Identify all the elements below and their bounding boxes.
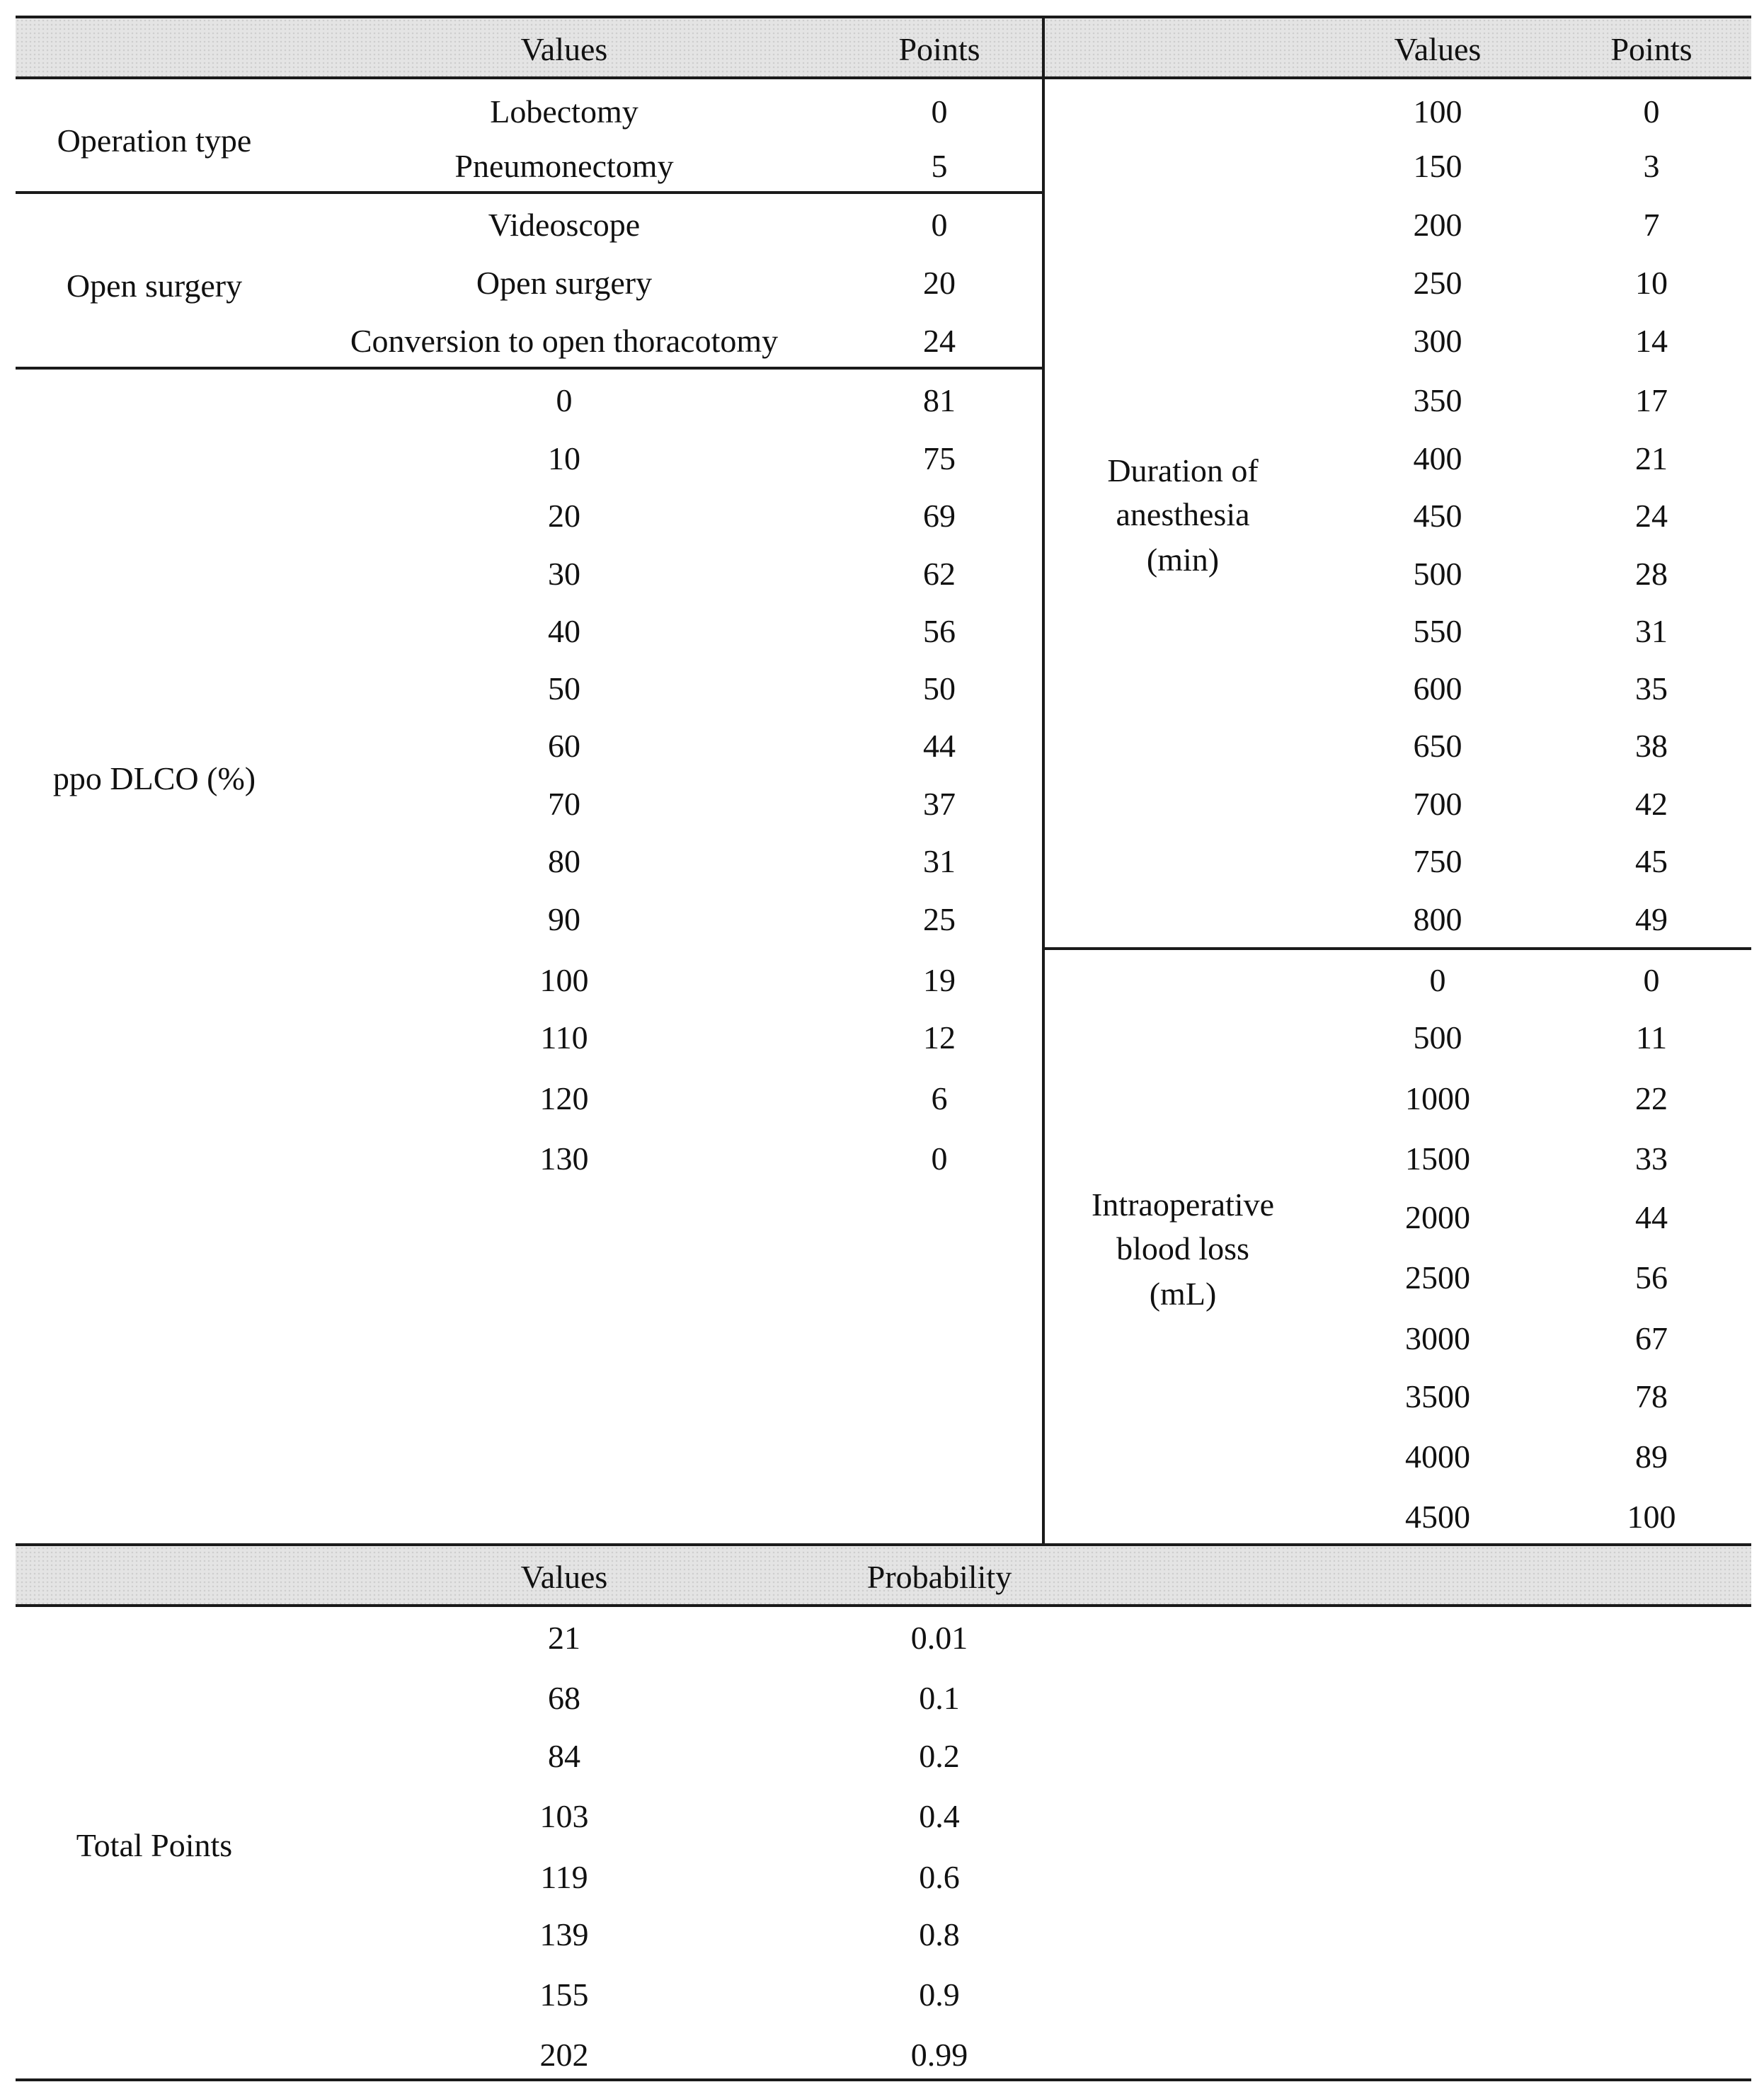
operation-type-points: 0 [931, 93, 948, 130]
blood-loss-value: 2000 [1405, 1199, 1470, 1235]
ppo-dlco-points: 69 [923, 498, 956, 534]
total-points-probability: 0.9 [919, 1977, 960, 2013]
operation-type-value: Pneumonectomy [454, 148, 674, 184]
blood-loss-points: 100 [1627, 1499, 1676, 1535]
ppo-dlco-value: 50 [548, 670, 580, 707]
total-points-value: 84 [548, 1738, 580, 1774]
blood-loss-value: 3000 [1405, 1320, 1470, 1356]
open-surgery-label: Open surgery [66, 268, 243, 304]
total-points-probability: 0.6 [919, 1859, 960, 1895]
duration-points: 3 [1643, 148, 1660, 184]
total-points-probability: 0.2 [919, 1738, 960, 1774]
total-points-value: 119 [540, 1859, 588, 1895]
open-surgery-value: Open surgery [476, 265, 653, 301]
duration-value: 750 [1413, 843, 1462, 879]
right-header-bottom-rule [1043, 76, 1751, 79]
bottom-values-header: Values [520, 1559, 608, 1595]
total-points-value: 21 [548, 1620, 580, 1656]
right-values-header: Values [1394, 31, 1482, 67]
ppo-dlco-points: 62 [923, 556, 956, 592]
ppo-dlco-value: 110 [540, 1019, 588, 1056]
left-values-header: Values [520, 31, 608, 67]
total-points-probability: 0.01 [910, 1620, 968, 1656]
ppo-dlco-points: 6 [931, 1080, 948, 1116]
blood-loss-points: 11 [1635, 1019, 1668, 1056]
ppo-dlco-value: 30 [548, 556, 580, 592]
ppo-dlco-label: ppo DLCO (%) [52, 760, 256, 796]
duration-label-line: anesthesia [1116, 496, 1250, 532]
duration-points: 28 [1635, 556, 1668, 592]
open-surgery-value: Videoscope [488, 207, 641, 243]
duration-points: 21 [1635, 440, 1668, 476]
duration-value: 250 [1413, 265, 1462, 301]
ppo-dlco-value: 100 [539, 962, 589, 998]
ppo-dlco-value: 0 [556, 382, 573, 418]
duration-points: 17 [1635, 382, 1668, 418]
total-points-value: 139 [539, 1916, 589, 1952]
duration-points: 38 [1635, 728, 1668, 764]
blood-loss-value: 1000 [1405, 1080, 1470, 1116]
blood-loss-points: 22 [1635, 1080, 1668, 1116]
ppo-dlco-points: 25 [923, 901, 956, 937]
duration-points: 10 [1635, 265, 1668, 301]
duration-value: 600 [1413, 670, 1462, 707]
ppo-dlco-points: 44 [923, 728, 956, 764]
duration-value: 700 [1413, 786, 1462, 822]
duration-label-line: (min) [1146, 542, 1220, 578]
top-rule [16, 16, 1751, 18]
total-points-value: 202 [539, 2037, 589, 2073]
center-divider [1042, 16, 1045, 1546]
blood-loss-points: 44 [1635, 1199, 1668, 1235]
ppo-dlco-points: 75 [923, 440, 956, 476]
open-surgery-points: 24 [923, 323, 956, 359]
blood-loss-value: 1500 [1405, 1140, 1470, 1177]
duration-value: 500 [1413, 556, 1462, 592]
ppo-dlco-points: 19 [923, 962, 956, 998]
ppo-dlco-points: 50 [923, 670, 956, 707]
open-surgery-value: Conversion to open thoracotomy [350, 323, 779, 359]
duration-label-line: Duration of [1107, 452, 1259, 488]
duration-points: 0 [1643, 93, 1660, 130]
blood-loss-value: 3500 [1405, 1378, 1470, 1414]
ppo-dlco-value: 40 [548, 613, 580, 649]
ppo-dlco-points: 81 [923, 382, 956, 418]
ppo-dlco-value: 70 [548, 786, 580, 822]
blood-loss-points: 33 [1635, 1140, 1668, 1177]
ppo-dlco-points: 37 [923, 786, 956, 822]
right-points-header: Points [1610, 31, 1693, 67]
blood-loss-label-line: blood loss [1116, 1230, 1249, 1266]
blood-loss-value: 500 [1413, 1019, 1462, 1056]
blood-loss-points: 0 [1643, 962, 1660, 998]
blood-loss-label-line: (mL) [1149, 1276, 1217, 1312]
total-points-value: 103 [539, 1798, 589, 1834]
ppo-dlco-value: 120 [539, 1080, 589, 1116]
duration-value: 300 [1413, 323, 1462, 359]
duration-value: 100 [1413, 93, 1462, 130]
blood-loss-value: 4500 [1405, 1499, 1470, 1535]
duration-points: 49 [1635, 901, 1668, 937]
duration-value: 350 [1413, 382, 1462, 418]
bottom-header-rule [16, 1604, 1751, 1607]
duration-points: 14 [1635, 323, 1668, 359]
bottom-rule [16, 2078, 1751, 2081]
total-points-label: Total Points [76, 1827, 233, 1863]
duration-value: 200 [1413, 207, 1462, 243]
total-points-value: 68 [548, 1680, 580, 1716]
duration-value: 550 [1413, 613, 1462, 649]
open-surgery-points: 20 [923, 265, 956, 301]
duration-value: 400 [1413, 440, 1462, 476]
blood-loss-value: 4000 [1405, 1439, 1470, 1475]
operation-type-label: Operation type [57, 122, 252, 159]
blood-loss-points: 56 [1635, 1259, 1668, 1296]
left-header-bottom-rule [16, 76, 1043, 79]
ppo-dlco-points: 12 [923, 1019, 956, 1056]
blood-loss-value: 0 [1429, 962, 1446, 998]
duration-points: 24 [1635, 498, 1668, 534]
duration-value: 450 [1413, 498, 1462, 534]
operation-type-value: Lobectomy [490, 93, 638, 130]
total-points-probability: 0.8 [919, 1916, 960, 1952]
blood-loss-points: 89 [1635, 1439, 1668, 1475]
ppo-dlco-value: 130 [539, 1140, 589, 1177]
blood-loss-points: 67 [1635, 1320, 1668, 1356]
duration-points: 35 [1635, 670, 1668, 707]
open-surgery-points: 0 [931, 207, 948, 243]
ppo-dlco-value: 60 [548, 728, 580, 764]
duration-value: 800 [1413, 901, 1462, 937]
blood-loss-value: 2500 [1405, 1259, 1470, 1296]
duration-points: 45 [1635, 843, 1668, 879]
duration-bottom-rule [1043, 947, 1751, 950]
total-points-probability: 0.1 [919, 1680, 960, 1716]
total-points-value: 155 [539, 1977, 589, 2013]
open-surgery-bottom-rule [16, 367, 1043, 370]
duration-value: 650 [1413, 728, 1462, 764]
total-points-probability: 0.99 [910, 2037, 968, 2073]
ppo-dlco-value: 80 [548, 843, 580, 879]
ppo-dlco-value: 90 [548, 901, 580, 937]
blood-loss-label-line: Intraoperative [1092, 1186, 1274, 1223]
ppo-dlco-value: 20 [548, 498, 580, 534]
blood-loss-points: 78 [1635, 1378, 1668, 1414]
operation-type-bottom-rule [16, 191, 1043, 194]
duration-points: 7 [1643, 207, 1660, 243]
operation-type-points: 5 [931, 148, 948, 184]
ppo-dlco-value: 10 [548, 440, 580, 476]
ppo-dlco-points: 31 [923, 843, 956, 879]
ppo-dlco-points: 0 [931, 1140, 948, 1177]
ppo-dlco-points: 56 [923, 613, 956, 649]
total-points-probability: 0.4 [919, 1798, 960, 1834]
duration-points: 42 [1635, 786, 1668, 822]
mid-rule [16, 1543, 1751, 1546]
bottom-probability-header: Probability [866, 1559, 1012, 1595]
duration-points: 31 [1635, 613, 1668, 649]
left-points-header: Points [898, 31, 980, 67]
duration-value: 150 [1413, 148, 1462, 184]
